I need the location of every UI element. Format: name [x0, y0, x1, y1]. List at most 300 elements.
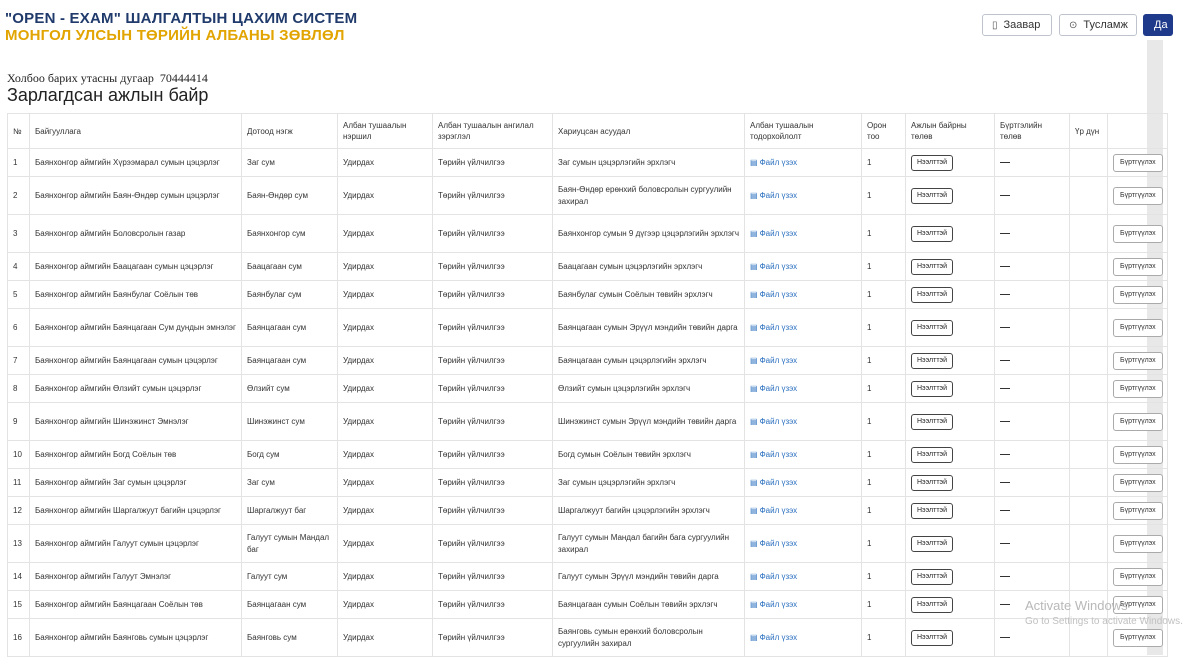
- cell-result: [1070, 403, 1108, 441]
- cell-reg-status: [995, 149, 1070, 177]
- view-file-label: Файл үзэх: [759, 599, 798, 609]
- cell-category: Төрийн үйлчилгээ: [433, 469, 553, 497]
- view-file-label: Файл үзэх: [759, 416, 798, 426]
- cell-branch: Удирдах: [338, 525, 433, 563]
- cell-org: Баянхонгор аймгийн Шаргалжуут багийн цэцэрлэг: [30, 497, 242, 525]
- cell-category: Төрийн үйлчилгээ: [433, 253, 553, 281]
- table-row: [8, 497, 1168, 525]
- cell-org: Баянхонгор аймгийн Боловсролын газар: [30, 215, 242, 253]
- cell-position: Шаргалжуут багийн цэцэрлэгийн эрхлэгч: [553, 497, 745, 525]
- file-icon: ▤: [750, 289, 758, 299]
- cell-action: [1108, 525, 1168, 563]
- status-badge: Нээлттэй: [911, 536, 953, 552]
- cell-category: Төрийн үйлчилгээ: [433, 619, 553, 657]
- cell-reg-status: [995, 497, 1070, 525]
- status-badge: Нээлттэй: [911, 287, 953, 303]
- cell-branch: Удирдах: [338, 563, 433, 591]
- view-file-link[interactable]: [750, 158, 797, 167]
- cell-category: Төрийн үйлчилгээ: [433, 347, 553, 375]
- table-row: [8, 563, 1168, 591]
- cell-reg-status: [995, 375, 1070, 403]
- cell-action: [1108, 469, 1168, 497]
- cell-seats: 1: [862, 525, 906, 563]
- status-badge: Нээлттэй: [911, 188, 953, 204]
- cell-org: Баянхонгор аймгийн Хүрээмарал сумын цэцэрлэг: [30, 149, 242, 177]
- col-header-reg-status: Бүртгэлийн төлөв: [995, 114, 1070, 149]
- cell-seats: 1: [862, 309, 906, 347]
- cell-category: Төрийн үйлчилгээ: [433, 177, 553, 215]
- cell-action: [1108, 375, 1168, 403]
- cell-unit: Баянцагаан сум: [242, 591, 338, 619]
- cell-org: Баянхонгор аймгийн Богд Соёлын төв: [30, 441, 242, 469]
- cell-seats: 1: [862, 347, 906, 375]
- contact-number: 70444414: [159, 71, 208, 85]
- cell-job-status: [906, 149, 995, 177]
- cell-job-status: [906, 497, 995, 525]
- cell-seats: 1: [862, 441, 906, 469]
- cell-description: [745, 497, 862, 525]
- status-badge: Нээлттэй: [911, 475, 953, 491]
- cell-result: [1070, 497, 1108, 525]
- cell-org: Баянхонгор аймгийн Баянцагаан сумын цэцэрлэг: [30, 347, 242, 375]
- guide-button[interactable]: [982, 14, 1052, 36]
- status-badge: Нээлттэй: [911, 353, 953, 369]
- cell-description: [745, 591, 862, 619]
- cell-category: Төрийн үйлчилгээ: [433, 281, 553, 309]
- register-button[interactable]: Бүртгүүлэх: [1113, 225, 1163, 243]
- cell-no: 12: [8, 497, 30, 525]
- cell-reg-status: [995, 525, 1070, 563]
- file-icon: ▤: [750, 416, 758, 426]
- cell-org: Баянхонгор аймгийн Шинэжинст Эмнэлэг: [30, 403, 242, 441]
- cell-org: Баянхонгор аймгийн Заг сумын цэцэрлэг: [30, 469, 242, 497]
- cell-reg-status: [995, 347, 1070, 375]
- file-icon: ▤: [750, 571, 758, 581]
- view-file-link[interactable]: [750, 356, 797, 365]
- register-button[interactable]: Бүртгүүлэх: [1113, 319, 1163, 337]
- file-icon: ▤: [750, 383, 758, 393]
- register-button[interactable]: Бүртгүүлэх: [1113, 596, 1163, 614]
- jobs-table-container: [7, 113, 1163, 655]
- table-row: [8, 403, 1168, 441]
- cell-position: Баянхонгор сумын 9 дүгээр цэцэрлэгийн эрхлэгч: [553, 215, 745, 253]
- cell-job-status: [906, 469, 995, 497]
- view-file-link[interactable]: [750, 323, 797, 332]
- file-icon: ▤: [750, 477, 758, 487]
- cell-result: [1070, 253, 1108, 281]
- cell-position: Заг сумын цэцэрлэгийн эрхлэгч: [553, 149, 745, 177]
- help-button[interactable]: [1059, 14, 1137, 36]
- register-button[interactable]: Бүртгүүлэх: [1113, 352, 1163, 370]
- cell-no: 15: [8, 591, 30, 619]
- cell-job-status: [906, 619, 995, 657]
- register-button[interactable]: Бүртгүүлэх: [1113, 154, 1163, 172]
- cell-seats: 1: [862, 281, 906, 309]
- register-button[interactable]: Бүртгүүлэх: [1113, 286, 1163, 304]
- register-button[interactable]: Бүртгүүлэх: [1113, 535, 1163, 553]
- contact-info: [7, 71, 208, 86]
- cell-action: [1108, 149, 1168, 177]
- status-badge: Нээлттэй: [911, 447, 953, 463]
- cell-reg-status: [995, 309, 1070, 347]
- cell-job-status: [906, 177, 995, 215]
- cell-branch: Удирдах: [338, 497, 433, 525]
- view-file-label: Файл үзэх: [759, 538, 798, 548]
- cell-branch: Удирдах: [338, 375, 433, 403]
- cell-reg-status: [995, 441, 1070, 469]
- cell-org: Баянхонгор аймгийн Баянцагаан Соёлын төв: [30, 591, 242, 619]
- cell-no: 4: [8, 253, 30, 281]
- cell-branch: Удирдах: [338, 177, 433, 215]
- cell-position: Баянговь сумын ерөнхий боловсролын сургуулийн захирал: [553, 619, 745, 657]
- table-row: [8, 177, 1168, 215]
- cell-seats: 1: [862, 563, 906, 591]
- reg-status-value: —: [1000, 504, 1010, 516]
- cell-no: 11: [8, 469, 30, 497]
- cell-description: [745, 149, 862, 177]
- register-button[interactable]: Бүртгүүлэх: [1113, 474, 1163, 492]
- cell-branch: Удирдах: [338, 403, 433, 441]
- register-button[interactable]: Бүртгүүлэх: [1113, 629, 1163, 647]
- cell-seats: 1: [862, 177, 906, 215]
- cell-unit: Галуут сумын Мандал баг: [242, 525, 338, 563]
- col-header-org: Байгууллага: [30, 114, 242, 149]
- view-file-link[interactable]: [750, 229, 797, 238]
- view-file-link[interactable]: [750, 633, 797, 642]
- guide-label: Заавар: [1003, 19, 1041, 31]
- cell-position: Баянцагаан сумын цэцэрлэгийн эрхлэгч: [553, 347, 745, 375]
- cell-unit: Баянцагаан сум: [242, 309, 338, 347]
- view-file-label: Файл үзэх: [759, 261, 798, 271]
- cell-branch: Удирдах: [338, 215, 433, 253]
- cell-unit: Баацагаан сум: [242, 253, 338, 281]
- view-file-link[interactable]: [750, 478, 797, 487]
- status-badge: Нээлттэй: [911, 597, 953, 613]
- cell-position: Баянцагаан сумын Соёлын төвийн эрхлэгч: [553, 591, 745, 619]
- status-badge: Нээлттэй: [911, 630, 953, 646]
- cell-no: 16: [8, 619, 30, 657]
- cell-unit: Баянбулаг сум: [242, 281, 338, 309]
- table-header-row: [8, 114, 1168, 149]
- reg-status-value: —: [1000, 476, 1010, 488]
- col-header-seats: Орон тоо: [862, 114, 906, 149]
- cell-branch: Удирдах: [338, 281, 433, 309]
- cell-category: Төрийн үйлчилгээ: [433, 563, 553, 591]
- cell-position: Баацагаан сумын цэцэрлэгийн эрхлэгч: [553, 253, 745, 281]
- col-header-branch: Албан тушаалын нэршил: [338, 114, 433, 149]
- cell-no: 3: [8, 215, 30, 253]
- view-file-label: Файл үзэх: [759, 505, 798, 515]
- cell-unit: Баянхонгор сум: [242, 215, 338, 253]
- cell-reg-status: [995, 403, 1070, 441]
- col-header-no: №: [8, 114, 30, 149]
- cell-category: Төрийн үйлчилгээ: [433, 215, 553, 253]
- col-header-category: Албан тушаалын ангилал зэрэглэл: [433, 114, 553, 149]
- cell-action: [1108, 281, 1168, 309]
- cell-category: Төрийн үйлчилгээ: [433, 375, 553, 403]
- cell-seats: 1: [862, 619, 906, 657]
- col-header-result: Үр дүн: [1070, 114, 1108, 149]
- cell-job-status: [906, 403, 995, 441]
- cell-result: [1070, 375, 1108, 403]
- cell-action: [1108, 309, 1168, 347]
- cell-branch: Удирдах: [338, 347, 433, 375]
- cell-category: Төрийн үйлчилгээ: [433, 403, 553, 441]
- cell-no: 6: [8, 309, 30, 347]
- status-badge: Нээлттэй: [911, 414, 953, 430]
- view-file-link[interactable]: [750, 539, 797, 548]
- reg-status-value: —: [1000, 354, 1010, 366]
- activate-windows-hint: Go to Settings to activate Windows.: [1025, 616, 1183, 627]
- view-file-label: Файл үзэх: [759, 228, 798, 238]
- reg-status-value: —: [1000, 570, 1010, 582]
- status-badge: Нээлттэй: [911, 503, 953, 519]
- cell-description: [745, 309, 862, 347]
- reg-status-value: —: [1000, 598, 1010, 610]
- help-label: Тусламж: [1083, 19, 1128, 31]
- cell-category: Төрийн үйлчилгээ: [433, 309, 553, 347]
- cell-action: [1108, 215, 1168, 253]
- cell-result: [1070, 281, 1108, 309]
- cell-branch: Удирдах: [338, 309, 433, 347]
- login-button[interactable]: [1143, 14, 1173, 36]
- cell-no: 10: [8, 441, 30, 469]
- view-file-label: Файл үзэх: [759, 355, 798, 365]
- view-file-label: Файл үзэх: [759, 190, 798, 200]
- view-file-label: Файл үзэх: [759, 383, 798, 393]
- cell-position: Богд сумын Соёлын төвийн эрхлэгч: [553, 441, 745, 469]
- status-badge: Нээлттэй: [911, 320, 953, 336]
- register-button[interactable]: Бүртгүүлэх: [1113, 446, 1163, 464]
- file-icon: ▤: [750, 228, 758, 238]
- cell-category: Төрийн үйлчилгээ: [433, 497, 553, 525]
- cell-no: 5: [8, 281, 30, 309]
- table-row: [8, 215, 1168, 253]
- cell-description: [745, 469, 862, 497]
- cell-unit: Заг сум: [242, 149, 338, 177]
- cell-org: Баянхонгор аймгийн Баян-Өндөр сумын цэцэрлэг: [30, 177, 242, 215]
- cell-description: [745, 525, 862, 563]
- activate-windows-title: Activate Windows: [1025, 598, 1128, 613]
- cell-no: 14: [8, 563, 30, 591]
- reg-status-value: —: [1000, 288, 1010, 300]
- cell-description: [745, 177, 862, 215]
- cell-position: Шинэжинст сумын Эрүүл мэндийн төвийн дарга: [553, 403, 745, 441]
- view-file-link[interactable]: [750, 450, 797, 459]
- file-icon: ▤: [750, 632, 758, 642]
- col-header-action: [1108, 114, 1168, 149]
- status-badge: Нээлттэй: [911, 259, 953, 275]
- cell-branch: Удирдах: [338, 441, 433, 469]
- file-icon: ▤: [750, 322, 758, 332]
- cell-no: 9: [8, 403, 30, 441]
- cell-job-status: [906, 309, 995, 347]
- cell-seats: 1: [862, 253, 906, 281]
- register-button[interactable]: Бүртгүүлэх: [1113, 502, 1163, 520]
- cell-position: Баянцагаан сумын Эрүүл мэндийн төвийн дарга: [553, 309, 745, 347]
- cell-unit: Баян-Өндөр сум: [242, 177, 338, 215]
- cell-reg-status: [995, 563, 1070, 591]
- cell-result: [1070, 441, 1108, 469]
- view-file-link[interactable]: [750, 417, 797, 426]
- site-subtitle[interactable]: МОНГОЛ УЛСЫН ТӨРИЙН АЛБАНЫ ЗӨВЛӨЛ: [5, 27, 345, 44]
- cell-job-status: [906, 215, 995, 253]
- cell-category: Төрийн үйлчилгээ: [433, 149, 553, 177]
- view-file-link[interactable]: [750, 191, 797, 200]
- view-file-link[interactable]: [750, 600, 797, 609]
- cell-seats: 1: [862, 469, 906, 497]
- table-row: [8, 591, 1168, 619]
- cell-result: [1070, 309, 1108, 347]
- cell-category: Төрийн үйлчилгээ: [433, 591, 553, 619]
- cell-description: [745, 619, 862, 657]
- cell-position: Галуут сумын Эрүүл мэндийн төвийн дарга: [553, 563, 745, 591]
- header: [0, 0, 1168, 62]
- cell-branch: Удирдах: [338, 469, 433, 497]
- cell-reg-status: [995, 215, 1070, 253]
- reg-status-value: —: [1000, 631, 1010, 643]
- status-badge: Нээлттэй: [911, 226, 953, 242]
- cell-reg-status: [995, 281, 1070, 309]
- cell-position: Заг сумын цэцэрлэгийн эрхлэгч: [553, 469, 745, 497]
- reg-status-value: —: [1000, 415, 1010, 427]
- col-header-description: Албан тушаалын тодорхойлолт: [745, 114, 862, 149]
- view-file-label: Файл үзэх: [759, 289, 798, 299]
- view-file-link[interactable]: [750, 290, 797, 299]
- table-row: [8, 525, 1168, 563]
- cell-seats: 1: [862, 497, 906, 525]
- table-row: [8, 469, 1168, 497]
- cell-job-status: [906, 253, 995, 281]
- register-button[interactable]: Бүртгүүлэх: [1113, 568, 1163, 586]
- register-button[interactable]: Бүртгүүлэх: [1113, 413, 1163, 431]
- cell-seats: 1: [862, 215, 906, 253]
- cell-no: 7: [8, 347, 30, 375]
- cell-unit: Шинэжинст сум: [242, 403, 338, 441]
- page-title: Зарлагдсан ажлын байр: [7, 85, 209, 105]
- cell-org: Баянхонгор аймгийн Галуут сумын цэцэрлэг: [30, 525, 242, 563]
- cell-action: [1108, 253, 1168, 281]
- col-header-position: Хариуцсан асуудал: [553, 114, 745, 149]
- cell-description: [745, 375, 862, 403]
- cell-result: [1070, 469, 1108, 497]
- cell-unit: Заг сум: [242, 469, 338, 497]
- table-row: [8, 441, 1168, 469]
- cell-description: [745, 253, 862, 281]
- reg-status-value: —: [1000, 260, 1010, 272]
- cell-no: 8: [8, 375, 30, 403]
- cell-position: Өлзийт сумын цэцэрлэгийн эрхлэгч: [553, 375, 745, 403]
- view-file-label: Файл үзэх: [759, 322, 798, 332]
- jobs-table: [7, 113, 1168, 657]
- view-file-label: Файл үзэх: [759, 571, 798, 581]
- cell-position: Галуут сумын Мандал багийн бага сургуулийн захирал: [553, 525, 745, 563]
- col-header-unit: Дотоод нэгж: [242, 114, 338, 149]
- table-row: [8, 347, 1168, 375]
- status-badge: Нээлттэй: [911, 381, 953, 397]
- cell-branch: Удирдах: [338, 149, 433, 177]
- view-file-link[interactable]: [750, 384, 797, 393]
- cell-unit: Богд сум: [242, 441, 338, 469]
- cell-result: [1070, 149, 1108, 177]
- reg-status-value: —: [1000, 156, 1010, 168]
- cell-org: Баянхонгор аймгийн Баацагаан сумын цэцэрлэг: [30, 253, 242, 281]
- cell-job-status: [906, 347, 995, 375]
- register-button[interactable]: Бүртгүүлэх: [1113, 380, 1163, 398]
- cell-no: 1: [8, 149, 30, 177]
- cell-branch: Удирдах: [338, 619, 433, 657]
- cell-unit: Өлзийт сум: [242, 375, 338, 403]
- view-file-label: Файл үзэх: [759, 632, 798, 642]
- cell-unit: Галуут сум: [242, 563, 338, 591]
- cell-branch: Удирдах: [338, 253, 433, 281]
- reg-status-value: —: [1000, 382, 1010, 394]
- login-label: Да: [1154, 19, 1168, 31]
- cell-seats: 1: [862, 591, 906, 619]
- table-row: [8, 619, 1168, 657]
- file-icon: ▤: [750, 538, 758, 548]
- cell-job-status: [906, 441, 995, 469]
- view-file-label: Файл үзэх: [759, 477, 798, 487]
- cell-result: [1070, 177, 1108, 215]
- view-file-label: Файл үзэх: [759, 449, 798, 459]
- cell-job-status: [906, 525, 995, 563]
- table-body: [8, 149, 1168, 657]
- col-header-job-status: Ажлын байрны төлөв: [906, 114, 995, 149]
- cell-job-status: [906, 281, 995, 309]
- view-file-link[interactable]: [750, 506, 797, 515]
- cell-reg-status: [995, 253, 1070, 281]
- cell-position: Баянбулаг сумын Соёлын төвийн эрхлэгч: [553, 281, 745, 309]
- reg-status-value: —: [1000, 321, 1010, 333]
- cell-job-status: [906, 563, 995, 591]
- document-icon: ▯: [992, 19, 998, 31]
- cell-action: [1108, 441, 1168, 469]
- view-file-link[interactable]: [750, 572, 797, 581]
- cell-action: [1108, 563, 1168, 591]
- cell-seats: 1: [862, 149, 906, 177]
- cell-action: [1108, 497, 1168, 525]
- table-row: [8, 281, 1168, 309]
- view-file-link[interactable]: [750, 262, 797, 271]
- cell-result: [1070, 347, 1108, 375]
- cell-job-status: [906, 591, 995, 619]
- register-button[interactable]: Бүртгүүлэх: [1113, 187, 1163, 205]
- register-button[interactable]: Бүртгүүлэх: [1113, 258, 1163, 276]
- cell-description: [745, 563, 862, 591]
- help-circle-icon: ⊙: [1069, 19, 1078, 31]
- cell-result: [1070, 525, 1108, 563]
- file-icon: ▤: [750, 449, 758, 459]
- cell-unit: Баянговь сум: [242, 619, 338, 657]
- cell-org: Баянхонгор аймгийн Баянбулаг Соёлын төв: [30, 281, 242, 309]
- file-icon: ▤: [750, 157, 758, 167]
- cell-position: Баян-Өндөр ерөнхий боловсролын сургуулийн захирал: [553, 177, 745, 215]
- cell-branch: Удирдах: [338, 591, 433, 619]
- site-title[interactable]: "OPEN - EXAM" ШАЛГАЛТЫН ЦАХИМ СИСТЕМ: [5, 10, 358, 27]
- cell-category: Төрийн үйлчилгээ: [433, 441, 553, 469]
- cell-no: 13: [8, 525, 30, 563]
- cell-result: [1070, 563, 1108, 591]
- cell-unit: Баянцагаан сум: [242, 347, 338, 375]
- table-row: [8, 375, 1168, 403]
- file-icon: ▤: [750, 599, 758, 609]
- view-file-label: Файл үзэх: [759, 157, 798, 167]
- cell-result: [1070, 215, 1108, 253]
- cell-org: Баянхонгор аймгийн Галуут Эмнэлэг: [30, 563, 242, 591]
- cell-org: Баянхонгор аймгийн Баянцагаан Сум дундын эмнэлэг: [30, 309, 242, 347]
- cell-reg-status: [995, 177, 1070, 215]
